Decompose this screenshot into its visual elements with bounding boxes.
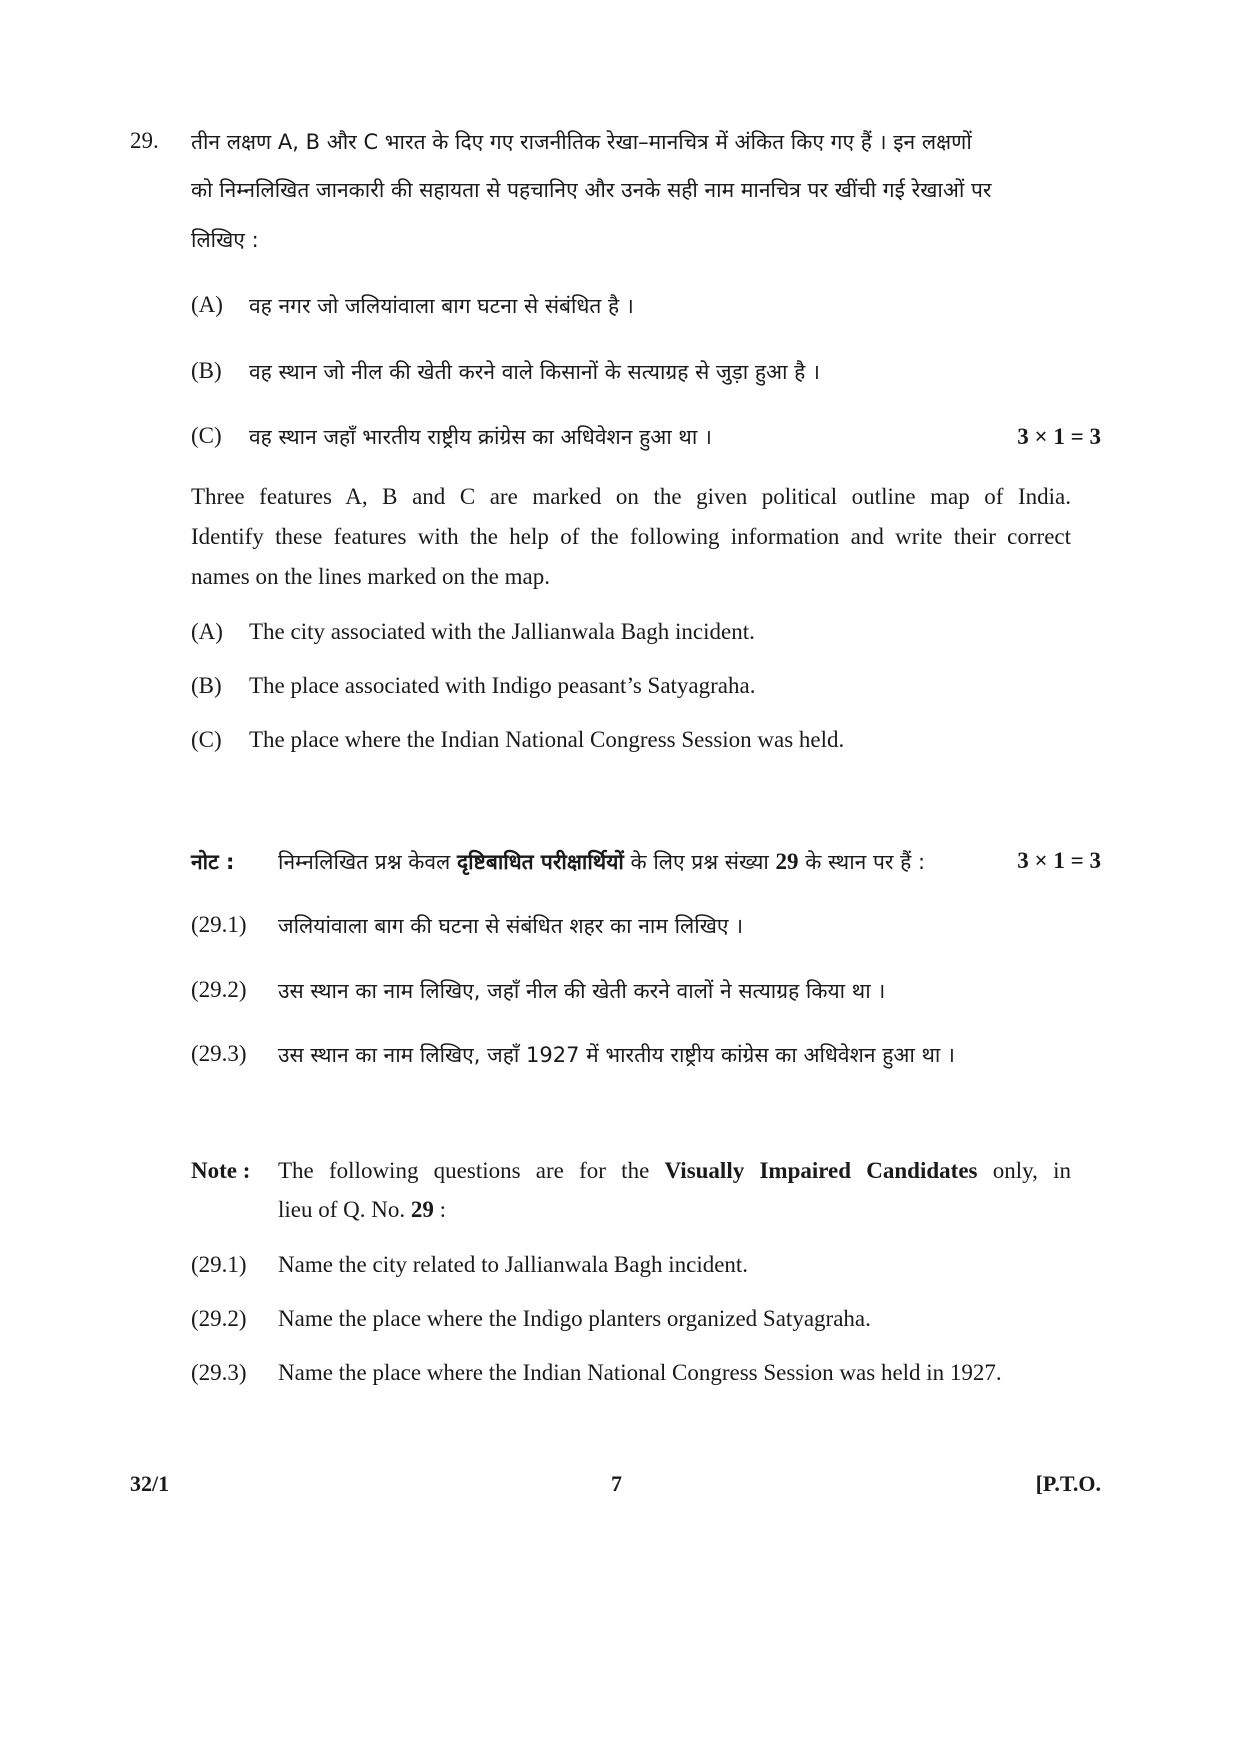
q29-hindi-line: लिखिए : bbox=[191, 228, 259, 252]
marks: 3 × 1 = 3 bbox=[1017, 848, 1101, 873]
note-text: के लिए प्रश्न संख्या bbox=[630, 850, 769, 874]
option-label: (C) bbox=[191, 423, 222, 448]
subquestion-label: (29.1) bbox=[191, 1252, 247, 1277]
option-label: (A) bbox=[191, 619, 223, 644]
note-text: The following questions are for the bbox=[278, 1158, 650, 1183]
english-note-line bbox=[278, 1197, 446, 1223]
subquestion-text: उस स्थान का नाम लिखिए, जहाँ 1927 में भारतीय राष्ट्रीय कांग्रेस का अधिवेशन हुआ था । bbox=[278, 1043, 955, 1067]
note-qno: 29 bbox=[410, 1197, 434, 1222]
q29-hindi-line: को निम्नलिखित जानकारी की सहायता से पहचानिए और उनके सही नाम मानचित्र पर खींची गई रेखाओं पर bbox=[191, 178, 992, 202]
note-text: only, in bbox=[992, 1158, 1072, 1183]
english-note-line bbox=[278, 1158, 1071, 1184]
note-label: नोट : bbox=[191, 850, 235, 874]
note-text: निम्नलिखित प्रश्न केवल bbox=[278, 850, 451, 874]
question-number: 29. bbox=[130, 128, 159, 153]
option-text: The city associated with the Jallianwala Bagh incident. bbox=[249, 619, 755, 644]
q29-english-line: Identify these features with the help of the following information and write their correct bbox=[191, 524, 1071, 549]
note-text: : bbox=[439, 1197, 447, 1222]
option-text: वह स्थान जो नील की खेती करने वाले किसानों के सत्याग्रह से जुड़ा हुआ है । bbox=[249, 360, 820, 384]
q29-english-line: Three features A, B and C are marked on the given political outline map of India. bbox=[191, 484, 1071, 509]
note-emphasis: Visually Impaired Candidates bbox=[664, 1158, 978, 1183]
option-text: The place where the Indian National Congress Session was held. bbox=[249, 727, 845, 752]
note-text: lieu of Q. No. bbox=[278, 1197, 406, 1222]
subquestion-text: Name the place where the Indigo planters organized Satyagraha. bbox=[278, 1306, 871, 1331]
option-text: वह स्थान जहाँ भारतीय राष्ट्रीय क्रांग्रेस का अधिवेशन हुआ था । bbox=[249, 425, 712, 449]
note-text: के स्थान पर हैं : bbox=[805, 850, 926, 874]
subquestion-label: (29.3) bbox=[191, 1360, 247, 1385]
note-emphasis: दृष्टिबाधित परीक्षार्थियों bbox=[456, 850, 624, 874]
subquestion-label: (29.3) bbox=[191, 1041, 247, 1066]
q29-hindi-line: तीन लक्षण A, B और C भारत के दिए गए राजनीतिक रेखा–मानचित्र में अंकित किए गए हैं । इन लक्षणों bbox=[191, 130, 972, 154]
subquestion-text: Name the place where the Indian National Congress Session was held in 1927. bbox=[278, 1360, 1002, 1385]
option-label: (B) bbox=[191, 673, 222, 698]
hindi-note-text bbox=[278, 848, 925, 876]
marks: 3 × 1 = 3 bbox=[1017, 424, 1101, 449]
subquestion-label: (29.2) bbox=[191, 1306, 247, 1331]
option-text: वह नगर जो जलियांवाला बाग घटना से संबंधित है । bbox=[249, 294, 634, 318]
paper-code: 32/1 bbox=[130, 1471, 170, 1496]
subquestion-text: उस स्थान का नाम लिखिए, जहाँ नील की खेती करने वालों ने सत्याग्रह किया था । bbox=[278, 979, 886, 1003]
option-label: (B) bbox=[191, 358, 222, 383]
option-text: The place associated with Indigo peasant’s Satyagraha. bbox=[249, 673, 756, 698]
subquestion-text: जलियांवाला बाग की घटना से संबंधित शहर का नाम लिखिए । bbox=[278, 914, 744, 938]
subquestion-label: (29.2) bbox=[191, 977, 247, 1002]
note-label: Note : bbox=[191, 1158, 251, 1183]
q29-english-line: names on the lines marked on the map. bbox=[191, 564, 550, 589]
subquestion-text: Name the city related to Jallianwala Bagh incident. bbox=[278, 1252, 749, 1277]
note-qno: 29 bbox=[775, 849, 799, 874]
pto-marker: [P.T.O. bbox=[1035, 1471, 1101, 1496]
option-label: (A) bbox=[191, 292, 223, 317]
page-number: 7 bbox=[611, 1471, 622, 1496]
subquestion-label: (29.1) bbox=[191, 912, 247, 937]
option-label: (C) bbox=[191, 727, 222, 752]
